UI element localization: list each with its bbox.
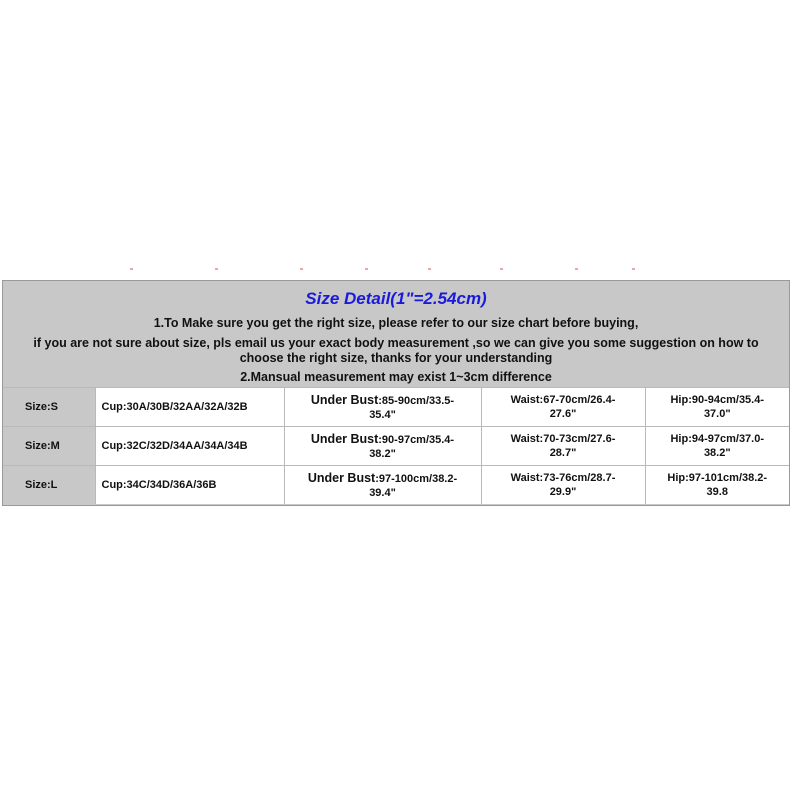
note-line-2: if you are not sure about size, pls email us your exact body measurement ,so we can give you some suggestion on how to choose the right size, thanks for your understanding — [33, 336, 759, 365]
decorative-dot — [300, 268, 303, 270]
cup-cell: Cup:32C/32D/34AA/34A/34B — [95, 427, 284, 466]
decorative-dot — [575, 268, 578, 270]
underbust-value: :90-97cm/35.4- — [378, 433, 455, 446]
decorative-dot — [428, 268, 431, 270]
waist-value: Waist:70-73cm/27.6- — [510, 433, 616, 445]
cup-cell: Cup:30A/30B/32AA/32A/32B — [95, 388, 284, 427]
size-chart — [2, 280, 790, 506]
hip-value: Hip:90-94cm/35.4- — [670, 394, 765, 406]
waist-value-cont: 29.9" — [549, 486, 577, 498]
underbust-value-cont: 39.4" — [369, 486, 396, 499]
hip-value: Hip:94-97cm/37.0- — [670, 433, 765, 445]
size-cell: Size:S — [3, 388, 95, 427]
underbust-value-cont: 35.4" — [369, 408, 396, 421]
hip-value-cont: 38.2" — [703, 447, 731, 459]
hip-value-cont: 37.0" — [703, 408, 731, 420]
hip-cell — [645, 466, 789, 505]
hip-value-cont: 39.8 — [706, 486, 728, 498]
waist-cell — [481, 466, 645, 505]
hip-value: Hip:97-101cm/38.2- — [667, 472, 768, 484]
waist-value-cont: 28.7" — [549, 447, 577, 459]
decorative-dot — [130, 268, 133, 270]
decorative-dot — [500, 268, 503, 270]
decorative-dot — [365, 268, 368, 270]
underbust-cell — [284, 466, 481, 505]
decorative-dot — [632, 268, 635, 270]
waist-value: Waist:67-70cm/26.4- — [510, 394, 616, 406]
note-line-1: 1.To Make sure you get the right size, please refer to our size chart before buying, — [153, 316, 639, 330]
waist-value-cont: 27.6" — [549, 408, 577, 420]
size-table — [3, 387, 789, 504]
size-cell: Size:M — [3, 427, 95, 466]
size-cell: Size:L — [3, 466, 95, 505]
hip-cell — [645, 427, 789, 466]
decorative-dots — [0, 268, 800, 274]
underbust-label: Under Bust — [310, 431, 379, 446]
waist-cell — [481, 388, 645, 427]
waist-cell — [481, 427, 645, 466]
note-line-3: 2.Mansual measurement may exist 1~3cm difference — [240, 370, 552, 384]
hip-cell — [645, 388, 789, 427]
underbust-label: Under Bust — [307, 470, 376, 485]
table-row — [3, 466, 789, 505]
underbust-value: :97-100cm/38.2- — [375, 472, 458, 485]
chart-title: Size Detail(1"=2.54cm) — [305, 289, 487, 308]
underbust-cell — [284, 427, 481, 466]
table-row — [3, 388, 789, 427]
decorative-dot — [215, 268, 218, 270]
underbust-cell — [284, 388, 481, 427]
underbust-value-cont: 38.2" — [369, 447, 396, 460]
waist-value: Waist:73-76cm/28.7- — [510, 472, 616, 484]
cup-cell: Cup:34C/34D/36A/36B — [95, 466, 284, 505]
underbust-label: Under Bust — [310, 392, 379, 407]
underbust-value: :85-90cm/33.5- — [378, 394, 455, 407]
table-row — [3, 427, 789, 466]
